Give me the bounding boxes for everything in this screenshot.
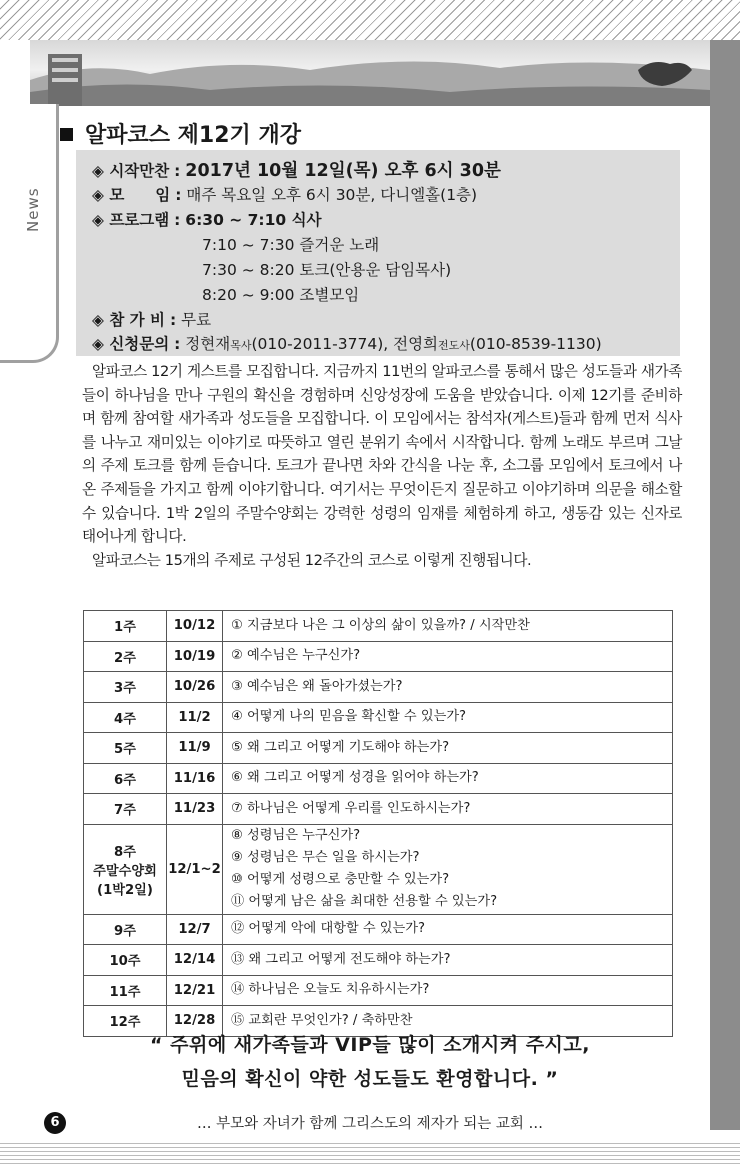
- topic-text: ⑬ 왜 그리고 어떻게 전도해야 하는가?: [231, 951, 451, 967]
- page-number: 6: [44, 1112, 66, 1134]
- date-cell: 12/28: [167, 1006, 223, 1037]
- date-cell: 12/7: [167, 914, 223, 945]
- topic-cell: [223, 914, 673, 945]
- paragraph: 알파코스는 15개의 주제로 구성된 12주간의 코스로 이렇게 진행됩니다.: [92, 551, 532, 569]
- table-row: [84, 641, 673, 672]
- week-cell: [84, 945, 167, 976]
- topic-cell: [223, 611, 673, 642]
- week-cell: [84, 641, 167, 672]
- article-body: [82, 360, 682, 572]
- info-meeting: ◈ 모 임 : 매주 목요일 오후 6시 30분, 다니엘홀(1층): [92, 186, 478, 204]
- week-label: 10주: [109, 954, 141, 970]
- date-cell: 10/12: [167, 611, 223, 642]
- topic-cell: [223, 945, 673, 976]
- week-label: 11주: [109, 984, 141, 1000]
- topic-text: ② 예수님은 누구신가?: [231, 648, 361, 664]
- info-start: ◈ 시작만찬 : 2017년 10월 12일(목) 오후 6시 30분: [92, 161, 501, 181]
- date-cell: 11/9: [167, 733, 223, 764]
- title-text: 알파코스 제12기 개강: [85, 123, 301, 148]
- topic-text: ⑧ 성령님은 누구신가?: [231, 827, 361, 843]
- topic-text: ⑩ 어떻게 성령으로 충만할 수 있는가?: [231, 872, 450, 888]
- table-row: [84, 794, 673, 825]
- date-cell: 10/26: [167, 672, 223, 703]
- table-row: [84, 672, 673, 703]
- info-program-item: 8:20 ~ 9:00 조별모임: [202, 286, 360, 304]
- topic-text: ⑦ 하나님은 어떻게 우리를 인도하시는가?: [231, 800, 471, 816]
- info-box: [76, 150, 680, 356]
- week-label: 9주: [114, 923, 136, 939]
- week-cell: [84, 975, 167, 1006]
- info-contact: ◈ 신청문의 : 정현재목사(010-2011-3774), 전영희전도사(010-8539-1130): [92, 335, 602, 353]
- paragraph: 알파코스 12기 게스트를 모집합니다. 지금까지 11번의 알파코스를 통해서 많은 성도들과 새가족들이 하나님을 만나 구원의 확신을 경험하며 신앙성장에 도움을 받았습니다. 이제 12기를 준비하며 함께 참여할 새가족과 성도들을 모집합니다. 이 모임에서는 참석자(게스트)들과 함께 먼저 식사를 나누고 재미있는 이야기로 따뜻하고 열린 분위기 속에서 시작합니다. 함께 노래도 부르며 그날의 주제 토크를 함께 듣습니다. 토크가 끝나면 차와 간식을 나눈 후, 소그룹 모임에서 토크에서 나온 주제들을 가지고 함께 이야기합니다. 여기서는 무엇이든지 질문하고 이야기하며 의문을 해소할 수 있습니다. 1박 2일의 주말수양회는 강력한 성령의 임재를 체험하게 하고, 생동감 있는 신자로 태어나게 합니다.: [82, 363, 682, 546]
- topic-text: ⑪ 어떻게 남은 삶을 최대한 선용할 수 있는가?: [231, 894, 498, 910]
- date-cell: 11/2: [167, 702, 223, 733]
- table-row: [84, 975, 673, 1006]
- topic-text: ⑭ 하나님은 오늘도 치유하시는가?: [231, 982, 430, 998]
- week-sub-label: (1박2일): [97, 882, 153, 898]
- table-row: [84, 824, 673, 914]
- top-hatch-pattern: [0, 0, 740, 44]
- topic-text: ④ 어떻게 나의 믿음을 확신할 수 있는가?: [231, 709, 467, 725]
- topic-text: ⑫ 어떻게 악에 대항할 수 있는가?: [231, 921, 426, 937]
- bottom-hatch-pattern: [0, 1140, 740, 1167]
- week-cell: [84, 914, 167, 945]
- topic-cell: [223, 794, 673, 825]
- week-label: 7주: [114, 803, 136, 819]
- week-label: 5주: [114, 742, 136, 758]
- date-cell: 12/21: [167, 975, 223, 1006]
- week-label: 12주: [109, 1015, 141, 1031]
- week-label: 4주: [114, 711, 136, 727]
- table-row: [84, 945, 673, 976]
- topic-cell: [223, 672, 673, 703]
- week-label: 8주: [114, 844, 136, 860]
- table-row: [84, 733, 673, 764]
- topic-text: ⑨ 성령님은 무슨 일을 하시는가?: [231, 849, 420, 865]
- week-label: 1주: [114, 620, 136, 636]
- info-program-item: 7:10 ~ 7:30 즐거운 노래: [202, 236, 380, 254]
- week-sub-label: 주말수양회: [93, 863, 157, 879]
- info-fee: ◈ 참 가 비 : 무료: [92, 311, 212, 329]
- article-title: [60, 118, 301, 149]
- topic-text: ⑮ 교회란 무엇인가? / 축하만찬: [231, 1012, 413, 1028]
- quote-line-1: “ 주위에 새가족들과 VIP들 많이 소개시켜 주시고,: [150, 1034, 590, 1056]
- info-program: ◈ 프로그램 : 6:30 ~ 7:10 식사: [92, 211, 322, 229]
- schedule-table: [83, 610, 673, 1037]
- topic-cell: [223, 763, 673, 794]
- header-banner-image: [30, 40, 710, 106]
- week-cell: [84, 763, 167, 794]
- footer-slogan: … 부모와 자녀가 함께 그리스도의 제자가 되는 교회 …: [196, 1116, 543, 1132]
- table-row: [84, 763, 673, 794]
- news-label: News: [24, 187, 42, 232]
- info-program-item: 7:30 ~ 8:20 토크(안용운 담임목사): [202, 261, 452, 279]
- topic-cell: [223, 824, 673, 914]
- topic-text: ⑤ 왜 그리고 어떻게 기도해야 하는가?: [231, 739, 450, 755]
- topic-text: ⑥ 왜 그리고 어떻게 성경을 읽어야 하는가?: [231, 770, 479, 786]
- week-label: 3주: [114, 681, 136, 697]
- quote-line-2: 믿음의 확신이 약한 성도들도 환영합니다. ”: [181, 1068, 559, 1090]
- week-label: 2주: [114, 650, 136, 666]
- week-cell: [84, 672, 167, 703]
- week-label: 6주: [114, 772, 136, 788]
- topic-cell: [223, 975, 673, 1006]
- topic-cell: [223, 641, 673, 672]
- week-cell: [84, 702, 167, 733]
- topic-text: ① 지금보다 나은 그 이상의 삶이 있을까? / 시작만찬: [231, 617, 530, 633]
- date-cell: 12/14: [167, 945, 223, 976]
- side-tab: [0, 104, 59, 363]
- topic-text: ③ 예수님은 왜 돌아가셨는가?: [231, 678, 403, 694]
- table-row: [84, 914, 673, 945]
- week-cell: [84, 824, 167, 914]
- date-cell: 10/19: [167, 641, 223, 672]
- square-bullet-icon: [60, 128, 73, 141]
- date-cell: 12/1~2: [167, 824, 223, 914]
- topic-cell: [223, 733, 673, 764]
- week-cell: [84, 733, 167, 764]
- week-cell: [84, 611, 167, 642]
- table-row: [84, 702, 673, 733]
- table-row: [84, 611, 673, 642]
- page-edge-bar: [710, 40, 740, 1130]
- date-cell: 11/16: [167, 763, 223, 794]
- topic-cell: [223, 702, 673, 733]
- date-cell: 11/23: [167, 794, 223, 825]
- week-cell: [84, 794, 167, 825]
